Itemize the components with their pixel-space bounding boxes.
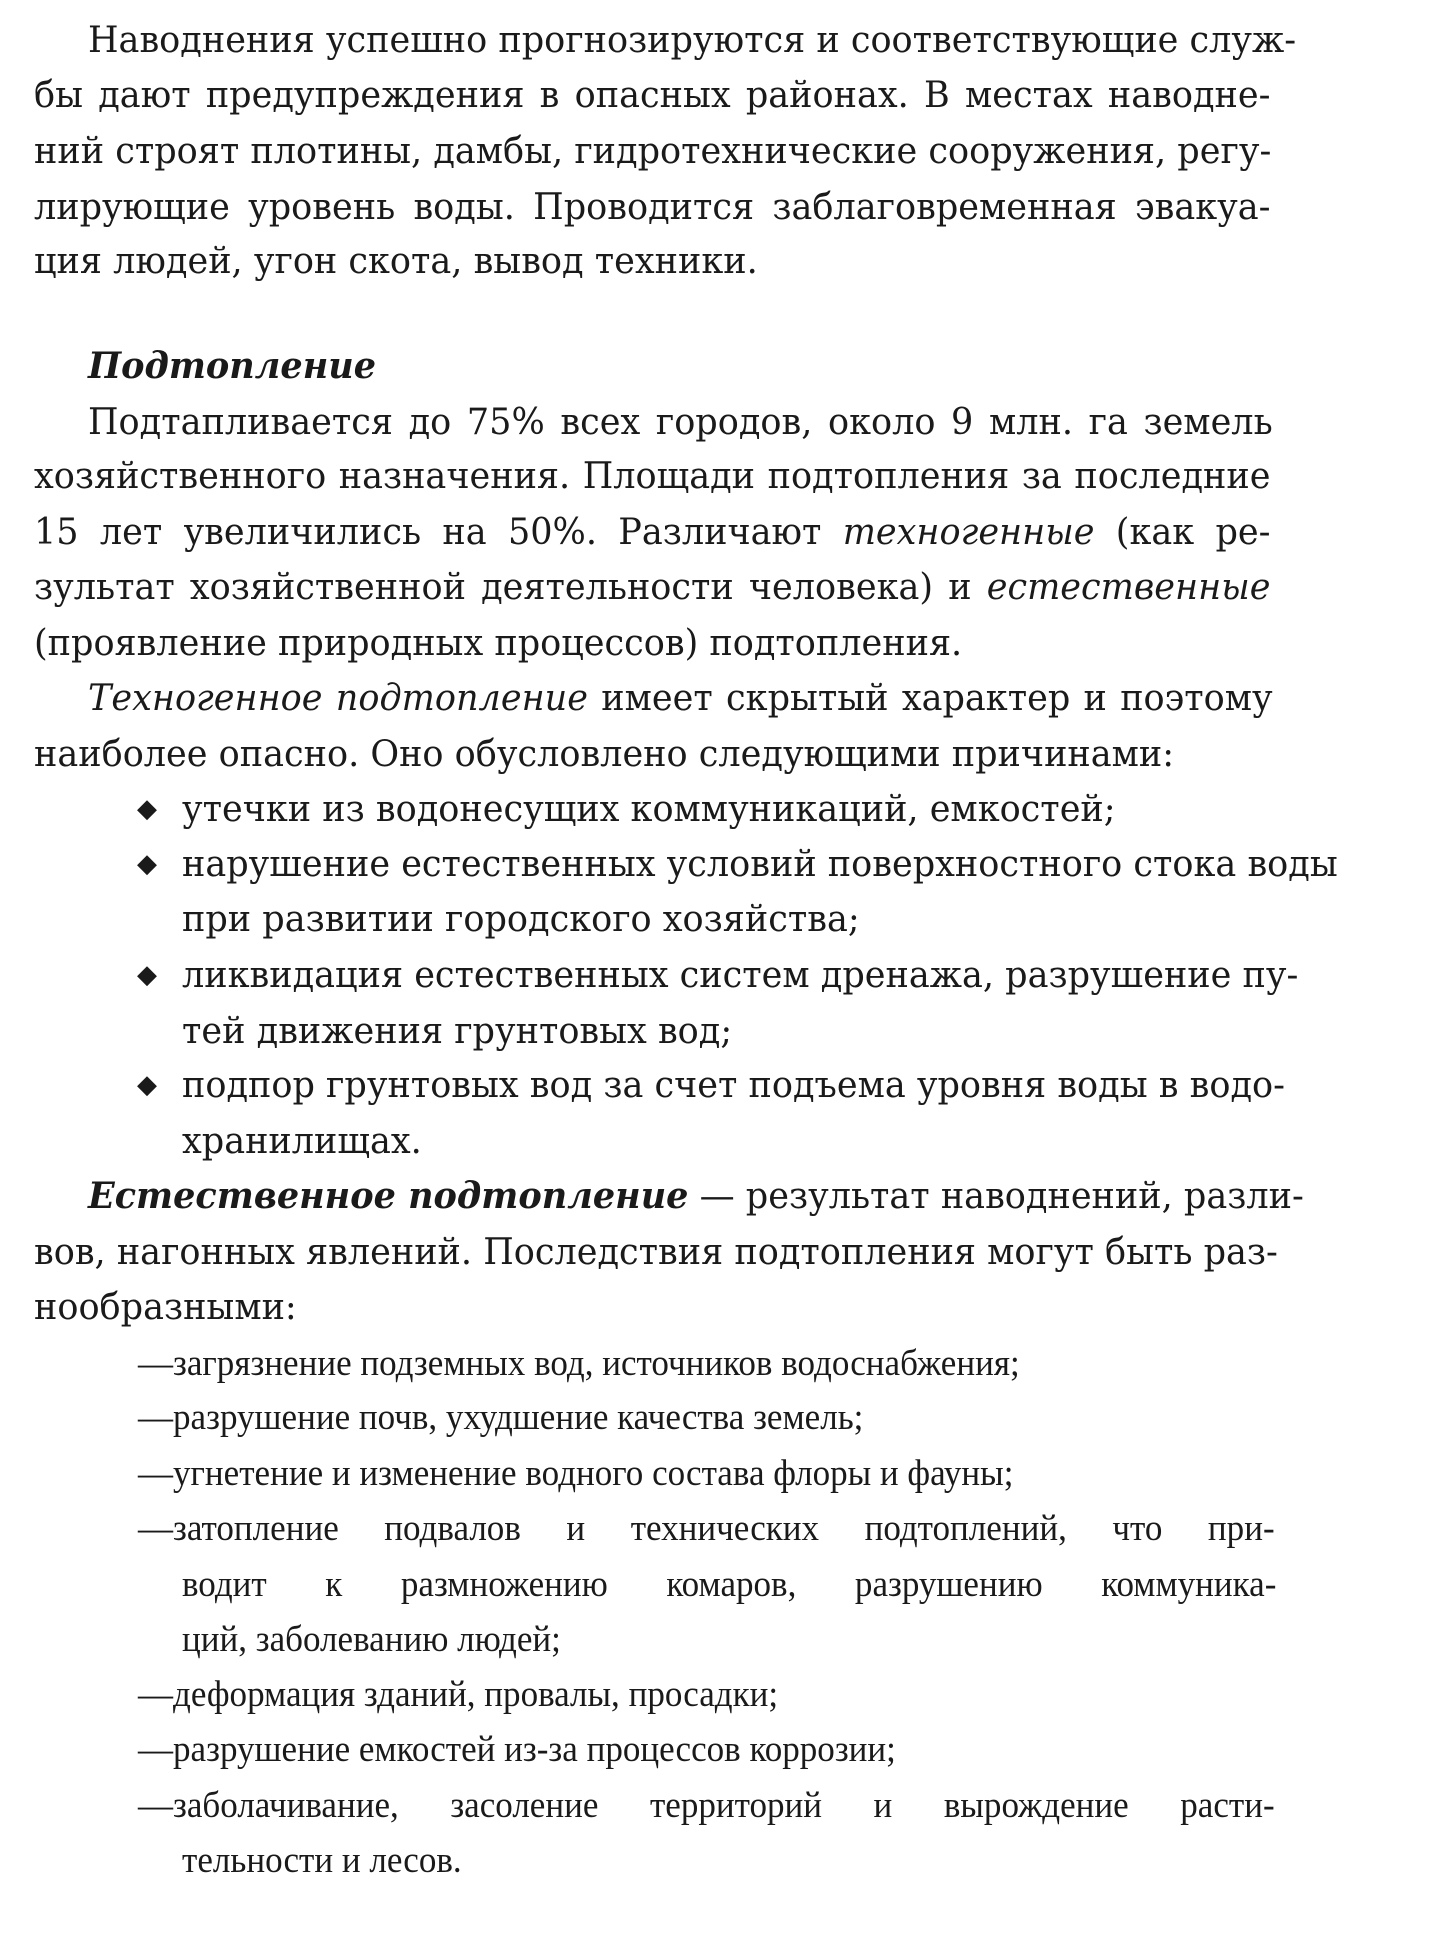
paragraph-line: Наводнения успешно прогнозируются и соответствующие служ- — [88, 18, 1297, 61]
bold-italic-term: Естественное подтопление — [88, 1174, 689, 1218]
paragraph-line: бы дают предупреждения в опасных районах. В местах наводне- — [34, 72, 1271, 116]
dash-list-item: —затопление подвалов и технических подтоплений, что при- — [138, 1506, 1275, 1548]
dash-list-item: —разрушение емкостей из-за процессов коррозии; — [138, 1728, 896, 1770]
text-span: — результат наводнений, разли- — [688, 1174, 1304, 1218]
paragraph-line: ний строят плотины, дамбы, гидротехнические сооружения, регу- — [34, 128, 1272, 172]
italic-term: естественные — [986, 565, 1271, 609]
paragraph-line: Подтапливается до 75% всех городов, около 9 млн. га земель — [88, 399, 1273, 443]
dash-list-item-continuation: ций, заболеванию людей; — [182, 1617, 561, 1659]
section-heading: Подтопление — [88, 343, 377, 387]
list-item-line: при развитии городского хозяйства; — [182, 896, 860, 940]
paragraph-line: вов, нагонных явлений. Последствия подтопления могут быть раз- — [34, 1229, 1278, 1273]
dash-list-item: —угнетение и изменение водного состава флоры и фауны; — [138, 1452, 1014, 1494]
paragraph-line — [34, 557, 1270, 617]
text-span: 15 лет увеличились на 50%. Различают — [34, 510, 843, 554]
diamond-bullet-icon: ◆ — [137, 959, 157, 990]
text-span: (как ре- — [1094, 510, 1271, 554]
list-item-line: тей движения грунтовых вод; — [182, 1008, 733, 1052]
italic-term: Техногенное подтопление — [88, 675, 588, 719]
dash-list-item-continuation: водит к размножению комаров, разрушению коммуника- — [182, 1562, 1277, 1604]
diamond-bullet-icon: ◆ — [137, 849, 157, 880]
diamond-bullet-icon: ◆ — [137, 1070, 157, 1101]
paragraph-line: нообразными: — [34, 1284, 297, 1328]
dash-list-item: —разрушение почв, ухудшение качества земель; — [138, 1396, 864, 1438]
paragraph-line: наиболее опасно. Оно обусловлено следующими причинами: — [34, 731, 1175, 775]
text-span: зультат хозяйственной деятельности человека) и — [34, 565, 987, 609]
text-span: имеет скрытый характер и поэтому — [587, 675, 1273, 719]
paragraph-line — [88, 668, 1273, 728]
dash-list-item-continuation: тельности и лесов. — [182, 1838, 462, 1880]
paragraph-line: (проявление природных процессов) подтопления. — [34, 620, 963, 664]
list-item-line: ликвидация естественных систем дренажа, разрушение пу- — [182, 952, 1299, 996]
list-item-line: подпор грунтовых вод за счет подъема уровня воды в водо- — [182, 1063, 1285, 1107]
dash-list-item: —деформация зданий, провалы, просадки; — [138, 1673, 779, 1715]
dash-list-item: —заболачивание, засоление территорий и вырождение расти- — [138, 1784, 1275, 1826]
list-item-line: нарушение естественных условий поверхностного стока воды — [182, 842, 1338, 886]
dash-list-item: —загрязнение подземных вод, источников водоснабжения; — [138, 1341, 1020, 1383]
list-item-line: утечки из водонесущих коммуникаций, емкостей; — [182, 787, 1116, 831]
paragraph-line: лирующие уровень воды. Проводится заблаговременная эвакуа- — [34, 184, 1271, 228]
italic-term: техногенные — [842, 510, 1095, 554]
diamond-bullet-icon: ◆ — [137, 794, 157, 825]
paragraph-line — [88, 1166, 1304, 1226]
list-item-line: хранилищах. — [182, 1119, 422, 1163]
paragraph-line — [34, 502, 1270, 562]
paragraph-line: ция людей, угон скота, вывод техники. — [34, 239, 758, 283]
paragraph-line: хозяйственного назначения. Площади подтопления за последние — [34, 454, 1271, 498]
